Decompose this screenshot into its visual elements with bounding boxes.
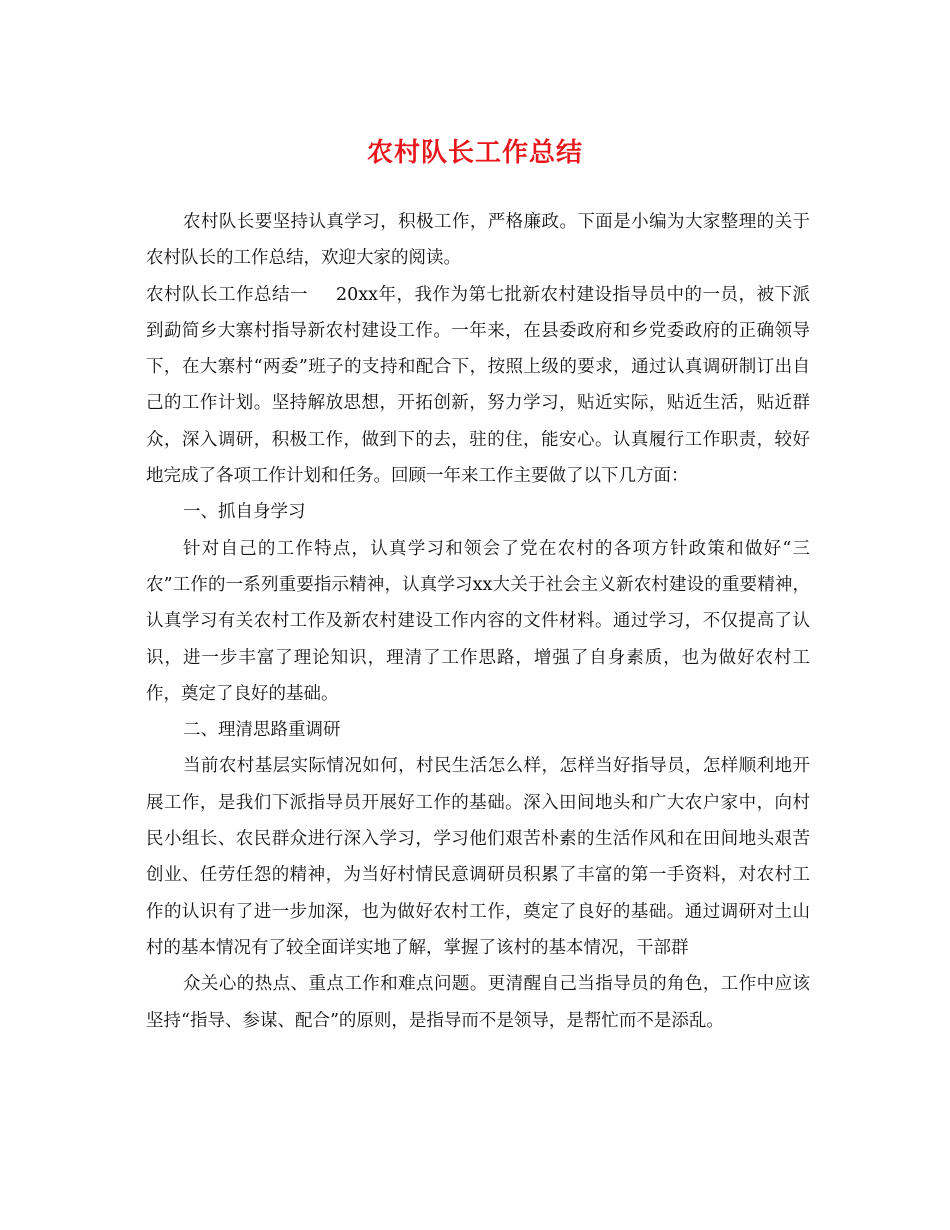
heading-research: 二、理清思路重调研 xyxy=(183,720,341,741)
page-title: 农村队长工作总结 xyxy=(366,138,583,168)
paragraph-self-study: 针对自己的工作特点，认真学习和领会了党在农村的各项方针政策和做好“三农”工作的一系列重要指示精神，认真学习xx大关于社会主义新农村建设的重要精神，认真学习有关农村工作及新农村建设工作内容的文件材料。通过学习，不仅提高了认识，进一步丰富了理论知识，理清了工作思路，增强了自身素质，也为做好农村工作，奠定了良好的基础。 xyxy=(146,538,810,704)
section-label: 农村队长工作总结一 xyxy=(146,284,308,305)
document-body xyxy=(146,204,810,1039)
section-paragraph xyxy=(146,277,810,495)
paragraph-research: 当前农村基层实际情况如何，村民生活怎么样，怎样当好指导员，怎样顺利地开展工作，是我们下派指导员开展好工作的基础。深入田间地头和广大农户家中，向村民小组长、农民群众进行深入学习，学习他们艰苦朴素的生活作风和在田间地头艰苦创业、任劳任怨的精神，为当好村情民意调研员积累了丰富的第一手资料，对农村工作的认识有了进一步加深，也为做好农村工作，奠定了良好的基础。通过调研对土山村的基本情况有了较全面详实地了解，掌握了该村的基本情况，干部群 xyxy=(146,756,810,958)
paragraph-continuation: 众关心的热点、重点工作和难点问题。更清醒自己当指导员的角色，工作中应该坚持“指导、参谋、配合”的原则，是指导而不是领导，是帮忙而不是添乱。 xyxy=(146,974,810,1031)
intro-paragraph: 农村队长要坚持认真学习，积极工作，严格廉政。下面是小编为大家整理的关于农村队长的工作总结，欢迎大家的阅读。 xyxy=(146,212,810,269)
section-paragraph-text: 20xx年，我作为第七批新农村建设指导员中的一员，被下派到勐简乡大寨村指导新农村建设工作。一年来，在县委政府和乡党委政府的正确领导下，在大寨村“两委”班子的支持和配合下，按照上级的要求，通过认真调研制订出自己的工作计划。坚持解放思想，开拓创新，努力学习，贴近实际，贴近生活，贴近群众，深入调研，积极工作，做到下的去，驻的住，能安心。认真履行工作职责，较好地完成了各项工作计划和任务。回顾一年来工作主要做了以下几方面： xyxy=(146,284,810,487)
heading-self-study: 一、抓自身学习 xyxy=(183,502,306,523)
